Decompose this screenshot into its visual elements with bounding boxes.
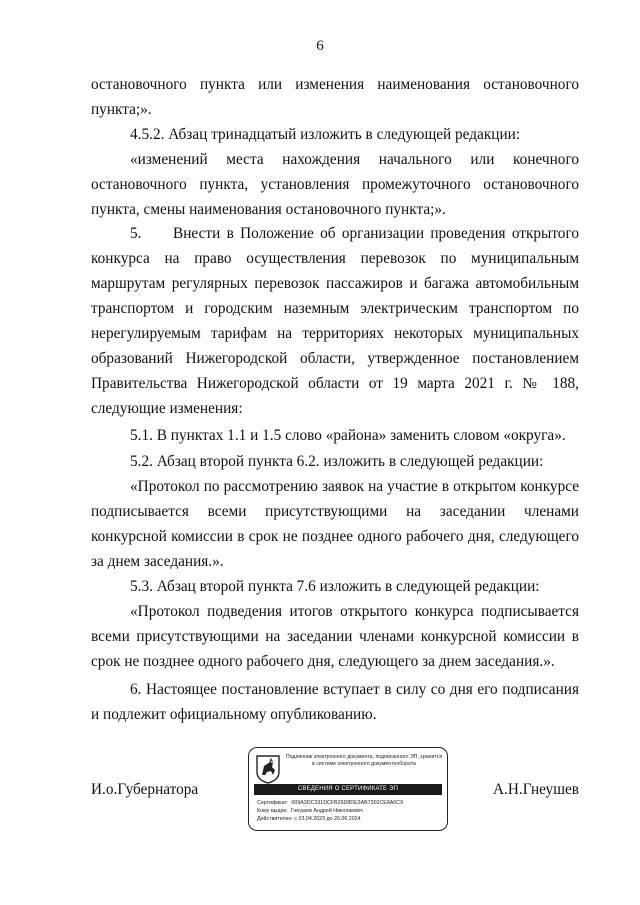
stamp-title: СВЕДЕНИЯ О СЕРТИФИКАТЕ ЭП [254, 784, 442, 795]
paragraph-continuation: остановочного пункта или изменения наименования остановочного пункта;». [91, 76, 579, 118]
paragraph-4-5-2: 4.5.2. Абзац тринадцатый изложить в следующей редакции: [130, 126, 521, 143]
signer-name: А.Н.Гнеушев [492, 781, 579, 798]
paragraph-5-1: 5.1. В пунктах 1.1 и 1.5 слово «района» заменить словом «округа». [130, 427, 566, 444]
page-number: 6 [316, 38, 324, 54]
stamp-details [257, 799, 443, 823]
stamp-owner-label: Кому выдан: [257, 808, 288, 814]
stamp-valid-value: с 03.04.2023 до 26.06.2024 [294, 816, 361, 822]
paragraph-quote-3: «Протокол подведения итогов открытого конкурса подписывается всеми присутствующими на заседании членами конкурсной комиссии в срок не позднее одного рабочего дня, следующего за днем заседания.». [91, 603, 579, 670]
stamp-valid-row [257, 815, 443, 823]
digital-signature-stamp [248, 747, 448, 831]
stamp-note: Подлинник электронного документа, подписанного ЭП, хранится в системе электронного документооборота [285, 754, 443, 767]
paragraph-5-3: 5.3. Абзац второй пункта 7.6 изложить в следующей редакции: [130, 578, 540, 595]
paragraph-quote-1: «изменений места нахождения начального или конечного остановочного пункта, установления промежуточного остановочного пункта, смены наименования остановочного пункта;». [91, 151, 579, 218]
paragraph-5: 5. Внести в Положение об организации проведения открытого конкурса на право осуществления перевозок по муниципальным маршрутам регулярных перевозок пассажиров и багажа автомобильным транспортом и городским наземным электрическим транспортом по нерегулируемым тарифам на территориях некоторых муниципальных образований Нижегородской области, утвержденное постановлением Правительства Нижегородской области от 19 марта 2021 г. № 188, следующие изменения: [91, 225, 579, 417]
signer-position: И.о.Губернатора [91, 781, 199, 798]
coat-of-arms-icon [255, 754, 281, 784]
stamp-certificate-label: Сертификат: [257, 800, 289, 806]
stamp-valid-label: Действителен: [257, 816, 293, 822]
stamp-owner-value: Гнеушев Андрей Николаевич [290, 808, 363, 814]
stamp-certificate-row [257, 799, 443, 807]
stamp-owner-row [257, 807, 443, 815]
paragraph-5-2: 5.2. Абзац второй пункта 6.2. изложить в следующей редакции: [130, 453, 544, 470]
paragraph-6: 6. Настоящее постановление вступает в силу со дня его подписания и подлежит официальному опубликованию. [91, 681, 579, 723]
stamp-certificate-value: 009A3DC331DCFB26D8DE3AB7302CE8A0C9 [291, 800, 404, 806]
paragraph-quote-2: «Протокол по рассмотрению заявок на участие в открытом конкурсе подписывается всеми присутствующими на заседании членами конкурсной комиссии в срок не позднее одного рабочего дня, следующего за днем заседания.». [91, 478, 579, 570]
